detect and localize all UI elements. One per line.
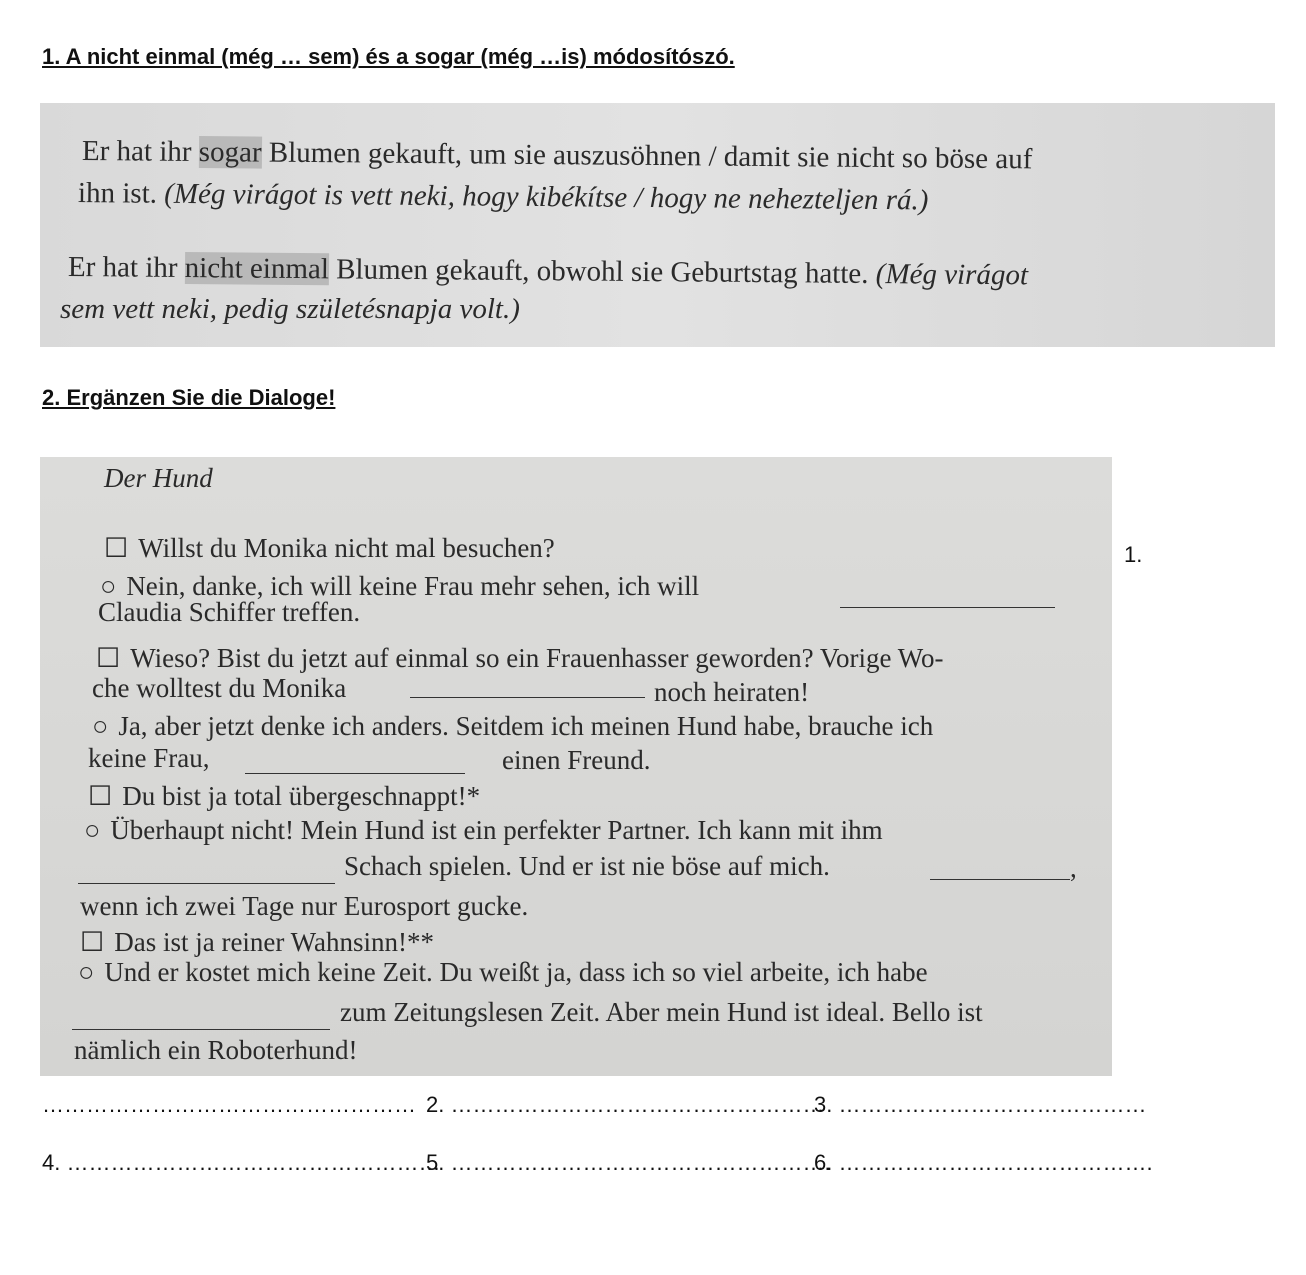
section2-title: 2. Ergänzen Sie die Dialoge! bbox=[42, 385, 336, 410]
dialog-line: einen Freund. bbox=[502, 745, 651, 775]
circle-marker-icon: ○ bbox=[84, 815, 101, 845]
dialog-comma: , bbox=[1070, 853, 1077, 883]
answer-line-5[interactable]: 5. ……………………………………………. bbox=[426, 1150, 831, 1175]
answer-line-4[interactable]: 4. …………………………………………… bbox=[42, 1150, 441, 1175]
answer-line-6[interactable]: 6. ……………………………………. bbox=[814, 1150, 1153, 1175]
answer-blank[interactable] bbox=[840, 607, 1055, 608]
dialog-line: keine Frau, bbox=[88, 743, 210, 773]
dialog-line: ☐ Das ist ja reiner Wahnsinn!** bbox=[80, 927, 434, 957]
dialog-line: nämlich ein Roboterhund! bbox=[74, 1035, 358, 1065]
answer-blank[interactable] bbox=[410, 697, 645, 698]
example1-line2: ihn ist. (Még virágot is vett neki, hogy kibékítse / hogy ne nehezteljen rá.) bbox=[77, 177, 929, 217]
answer-blank[interactable] bbox=[930, 879, 1070, 880]
example1-line1: Er hat ihr sogar Blumen gekauft, um sie auszusöhnen / damit sie nicht so böse auf bbox=[81, 135, 1033, 176]
dialog-line: che wolltest du Monika bbox=[92, 673, 347, 703]
dialog-line: ☐ Du bist ja total übergeschnappt!* bbox=[88, 781, 481, 811]
dialog-line: ○ Nein, danke, ich will keine Frau mehr sehen, ich will bbox=[100, 571, 700, 601]
answer-blank[interactable] bbox=[78, 883, 335, 884]
square-marker-icon: ☐ bbox=[88, 781, 113, 811]
answer-blank[interactable] bbox=[72, 1029, 330, 1030]
dialog-line: Claudia Schiffer treffen. bbox=[98, 597, 361, 627]
square-marker-icon: ☐ bbox=[104, 533, 129, 563]
answer-line-3[interactable]: 3. …………………………………… bbox=[814, 1092, 1147, 1117]
dialog-line: ○ Und er kostet mich keine Zeit. Du weißt ja, dass ich so viel arbeite, ich habe bbox=[78, 957, 928, 987]
square-marker-icon: ☐ bbox=[96, 643, 121, 673]
example-box bbox=[40, 103, 1275, 347]
dialog-box bbox=[40, 457, 1112, 1076]
square-marker-icon: ☐ bbox=[80, 927, 105, 957]
answer-blank[interactable] bbox=[245, 773, 465, 774]
dialog-line: ○ Überhaupt nicht! Mein Hund ist ein perfekter Partner. Ich kann mit ihm bbox=[84, 815, 883, 845]
example2-line2: sem vett neki, pedig születésnapja volt.) bbox=[60, 293, 520, 325]
dialog-line: ☐ Willst du Monika nicht mal besuchen? bbox=[104, 533, 555, 563]
dialog-line: noch heiraten! bbox=[654, 677, 810, 707]
circle-marker-icon: ○ bbox=[92, 711, 109, 741]
dialog-line: ☐ Wieso? Bist du jetzt auf einmal so ein Frauenhasser geworden? Vorige Wo- bbox=[96, 643, 944, 673]
circle-marker-icon: ○ bbox=[78, 957, 95, 987]
answer-line-2[interactable]: 2. …………………………………………… bbox=[426, 1092, 825, 1117]
dialog-line: ○ Ja, aber jetzt denke ich anders. Seitdem ich meinen Hund habe, brauche ich bbox=[92, 711, 934, 741]
dialog-line: wenn ich zwei Tage nur Eurosport gucke. bbox=[80, 891, 529, 921]
dialog-title: Der Hund bbox=[104, 463, 213, 493]
dialog-line: zum Zeitungslesen Zeit. Aber mein Hund ist ideal. Bello ist bbox=[340, 997, 983, 1027]
answer-number-1: 1. bbox=[1124, 542, 1143, 567]
dialog-line: Schach spielen. Und er ist nie böse auf mich. bbox=[344, 851, 830, 881]
example2-line1: Er hat ihr nicht einmal Blumen gekauft, obwohl sie Geburtstag hatte. (Még virágot bbox=[67, 251, 1029, 292]
answer-line-1[interactable]: …………………………………………… bbox=[42, 1092, 416, 1117]
circle-marker-icon: ○ bbox=[100, 571, 117, 601]
section1-title: 1. A nicht einmal (még … sem) és a sogar (még …is) módosítószó. bbox=[42, 44, 735, 69]
